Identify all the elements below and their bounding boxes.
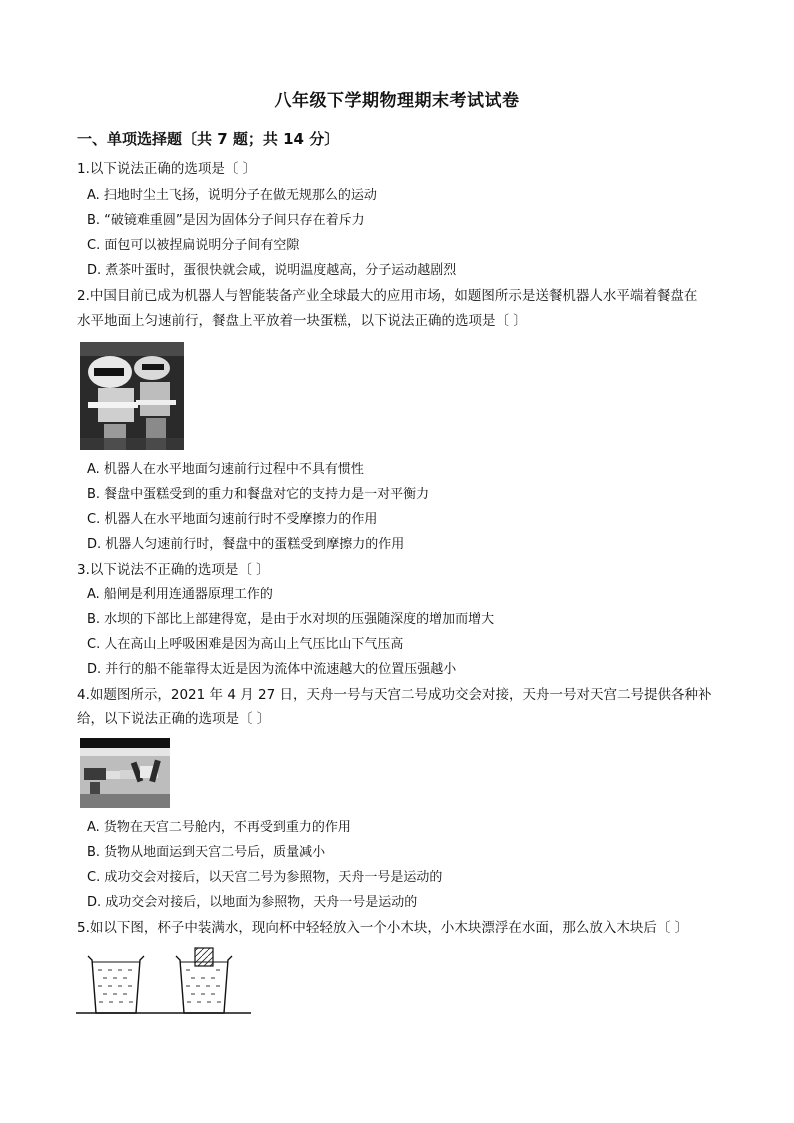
- question-1-stem: 1.以下说法正确的选项是〔 〕: [77, 161, 257, 177]
- question-1-option-c: C. 面包可以被捏扁说明分子间有空隙: [87, 238, 300, 253]
- question-2-stem-line-2: 水平地面上匀速前行，餐盘上平放着一块蛋糕，以下说法正确的选项是〔 〕: [77, 313, 527, 329]
- question-3-option-d: D. 并行的船不能靠得太近是因为流体中流速越大的位置压强越小: [87, 662, 457, 677]
- question-2-option-c: C. 机器人在水平地面匀速前行时不受摩擦力的作用: [87, 512, 378, 527]
- question-1-option-a: A. 扫地时尘土飞扬，说明分子在做无规那么的运动: [87, 188, 377, 203]
- question-1-option-b: B. “破镜难重圆”是因为固体分子间只存在着斥力: [87, 213, 365, 228]
- question-2-option-d: D. 机器人匀速前行时，餐盘中的蛋糕受到摩擦力的作用: [87, 537, 405, 552]
- question-4-option-c: C. 成功交会对接后，以天宫二号为参照物，天舟一号是运动的: [87, 870, 443, 885]
- question-3-stem: 3.以下说法不正确的选项是〔 〕: [77, 562, 270, 578]
- cups-of-water-diagram: [76, 944, 252, 1018]
- question-3-option-a: A. 船闸是利用连通器原理工作的: [87, 587, 273, 602]
- question-4-stem-line-1: 4.如题图所示，2021 年 4 月 27 日，天舟一号与天宫二号成功交会对接，天舟一号对天宫二号提供各种补: [77, 687, 712, 703]
- question-1-option-d: D. 煮茶叶蛋时，蛋很快就会咸，说明温度越高，分子运动越剧烈: [87, 263, 457, 278]
- question-3-option-b: B. 水坝的下部比上部建得宽，是由于水对坝的压强随深度的增加而增大: [87, 612, 495, 627]
- question-3-option-c: C. 人在高山上呼吸困难是因为高山上气压比山下气压高: [87, 637, 404, 652]
- question-2-option-a: A. 机器人在水平地面匀速前行过程中不具有惯性: [87, 462, 364, 477]
- question-2-option-b: B. 餐盘中蛋糕受到的重力和餐盘对它的支持力是一对平衡力: [87, 487, 430, 502]
- spacecraft-docking-photo: [80, 738, 170, 808]
- question-4-option-d: D. 成功交会对接后，以地面为参照物，天舟一号是运动的: [87, 895, 418, 910]
- question-2-stem-line-1: 2.中国目前已成为机器人与智能装备产业全球最大的应用市场，如题图所示是送餐机器人水平端着餐盘在: [77, 288, 698, 304]
- question-5-stem: 5.如以下图，杯子中装满水，现向杯中轻轻放入一个小木块，小木块漂浮在水面，那么放入木块后〔 〕: [77, 920, 689, 936]
- question-4-stem-line-2: 给，以下说法正确的选项是〔 〕: [77, 711, 271, 727]
- page-title: 八年级下学期物理期末考试试卷: [274, 91, 520, 111]
- section-heading: 一、单项选择题〔共 7 题；共 14 分〕: [77, 130, 340, 148]
- question-4-option-a: A. 货物在天宫二号舱内，不再受到重力的作用: [87, 820, 351, 835]
- robot-waiter-photo: [80, 342, 184, 450]
- question-4-option-b: B. 货物从地面运到天宫二号后，质量减小: [87, 845, 326, 860]
